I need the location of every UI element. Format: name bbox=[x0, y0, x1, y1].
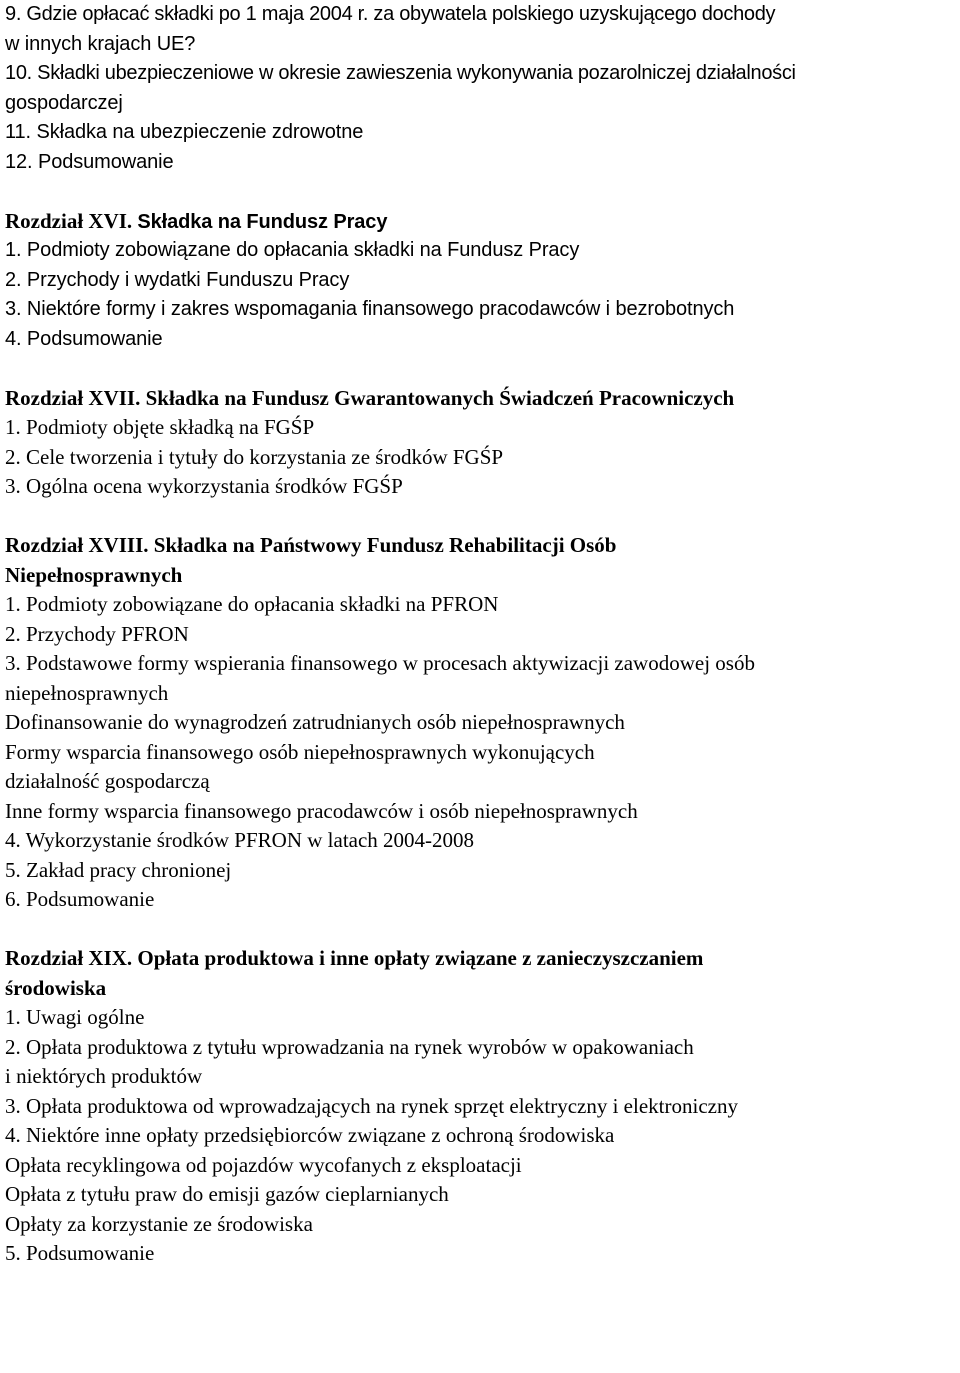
list-item: 1. Podmioty objęte składką na FGŚP bbox=[5, 415, 315, 439]
list-item: 9. Gdzie opłacać składki po 1 maja 2004 r. za obywatela polskiego uzyskującego dochody bbox=[5, 3, 776, 25]
chapter-label: Rozdział XVI. bbox=[5, 208, 133, 233]
list-item: 2. Przychody i wydatki Funduszu Pracy bbox=[5, 268, 350, 291]
list-item: 4. Wykorzystanie środków PFRON w latach 2004-2008 bbox=[5, 828, 475, 852]
list-item: 6. Podsumowanie bbox=[5, 887, 155, 911]
list-item: 5. Podsumowanie bbox=[5, 1241, 155, 1265]
list-item: Opłata recyklingowa od pojazdów wycofanych z eksploatacji bbox=[5, 1152, 522, 1177]
list-item: 11. Składka na ubezpieczenie zdrowotne bbox=[5, 121, 364, 143]
chapter-title: Składka na Fundusz Gwarantowanych Świadczeń Pracowniczych bbox=[145, 385, 735, 410]
list-item: i niektórych produktów bbox=[5, 1064, 203, 1088]
list-item: 1. Podmioty zobowiązane do opłacania składki na Fundusz Pracy bbox=[5, 239, 580, 261]
list-item: 4. Niektóre inne opłaty przedsiębiorców związane z ochroną środowiska bbox=[5, 1123, 615, 1147]
document-page bbox=[5, 0, 955, 1269]
list-item: gospodarczej bbox=[5, 91, 123, 114]
chapter-title: Składka na Państwowy Fundusz Rehabilitacji Osób bbox=[153, 533, 617, 557]
list-item: Opłata z tytułu praw do emisji gazów cieplarnianych bbox=[5, 1182, 449, 1206]
list-item: Dofinansowanie do wynagrodzeń zatrudnianych osób niepełnosprawnych bbox=[5, 710, 625, 734]
chapter-label: Rozdział XVII. bbox=[5, 385, 141, 410]
list-item: Inne formy wsparcia finansowego pracodawców i osób niepełnosprawnych bbox=[5, 798, 638, 823]
list-item: działalność gospodarczą bbox=[5, 769, 210, 793]
chapter-title-continued: Niepełnosprawnych bbox=[5, 562, 183, 587]
list-item: 10. Składki ubezpieczeniowe w okresie zawieszenia wykonywania pozarolniczej działalności bbox=[5, 62, 796, 84]
list-item: 2. Opłata produktowa z tytułu wprowadzania na rynek wyrobów w opakowaniach bbox=[5, 1034, 694, 1059]
list-item: 5. Zakład pracy chronionej bbox=[5, 857, 232, 882]
list-item: 3. Opłata produktowa od wprowadzających na rynek sprzęt elektryczny i elektroniczny bbox=[5, 1093, 738, 1118]
list-item: 2. Cele tworzenia i tytuły do korzystania ze środków FGŚP bbox=[5, 444, 504, 469]
chapter-title-continued: środowiska bbox=[5, 975, 107, 1000]
list-item: 12. Podsumowanie bbox=[5, 150, 174, 173]
chapter-heading bbox=[5, 944, 955, 974]
list-item: 3. Niektóre formy i zakres wspomagania finansowego pracodawców i bezrobotnych bbox=[5, 298, 735, 320]
list-item: 1. Uwagi ogólne bbox=[5, 1005, 145, 1029]
list-item: 2. Przychody PFRON bbox=[5, 621, 189, 646]
chapter-label: Rozdział XIX. bbox=[5, 946, 133, 970]
list-item: 4. Podsumowanie bbox=[5, 327, 163, 350]
list-item: w innych krajach UE? bbox=[5, 32, 196, 55]
list-item: niepełnosprawnych bbox=[5, 680, 169, 705]
chapter-17 bbox=[5, 384, 955, 502]
chapter-18 bbox=[5, 531, 955, 915]
chapter-19 bbox=[5, 944, 955, 1269]
chapter-label: Rozdział XVIII. bbox=[5, 533, 149, 557]
list-item: 3. Podstawowe formy wspierania finansowego w procesach aktywizacji zawodowej osób bbox=[5, 651, 755, 675]
list-item: 3. Ogólna ocena wykorzystania środków FGŚP bbox=[5, 474, 403, 498]
list-item: 1. Podmioty zobowiązane do opłacania składki na PFRON bbox=[5, 592, 499, 616]
list-item: Formy wsparcia finansowego osób niepełnosprawnych wykonujących bbox=[5, 739, 595, 764]
chapter-heading bbox=[5, 384, 955, 414]
intro-section bbox=[5, 0, 955, 177]
chapter-heading bbox=[5, 531, 955, 561]
chapter-title: Opłata produktowa i inne opłaty związane z zanieczyszczaniem bbox=[137, 946, 704, 970]
chapter-heading bbox=[5, 207, 955, 237]
chapter-16 bbox=[5, 207, 955, 355]
list-item: Opłaty za korzystanie ze środowiska bbox=[5, 1211, 313, 1236]
chapter-title: Składka na Fundusz Pracy bbox=[137, 210, 388, 233]
